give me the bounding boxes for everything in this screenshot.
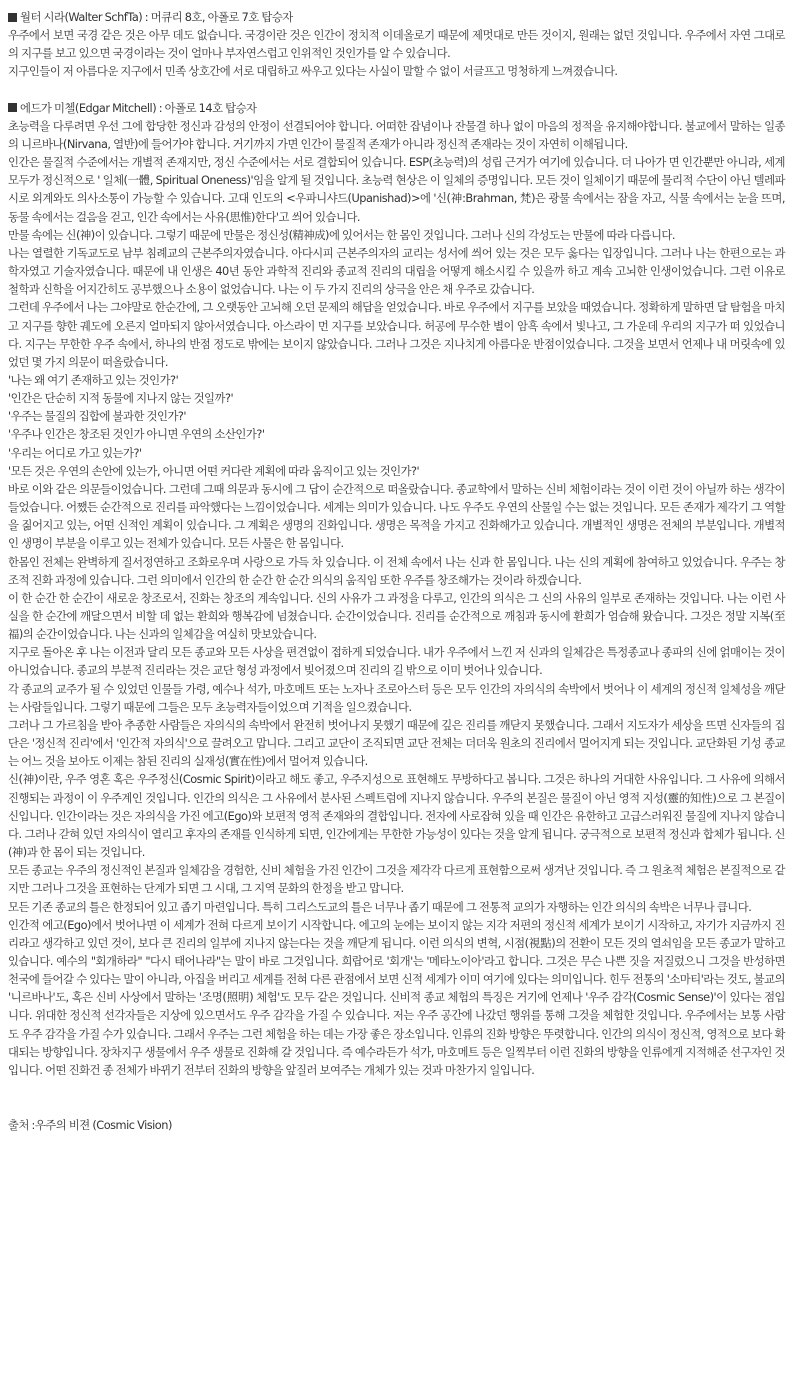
- paragraph: 그런데 우주에서 나는 그야말로 한순간에, 그 오랫동안 고뇌해 오던 문제의 해답을 얻었습니다. 바로 우주에서 지구를 보았을 때였습니다. 정확하게 말하면 달 탐험을 마치고 지구를 향한 궤도에 오른지 얼마되지 않아서였습니다. 아스라이 먼 지구를 보았습니다. 허공에 무수한 별이 암흑 속에서 빛나고, 그 가운데 우리의 지구가 떠 있었습니다. 지구는 무한한 우주 속에서, 하나의 반점 정도로 밖에는 보이지 않았습니다. 그러나 그것은 지나치게 아름다운 반점이었습니다. 그것을 보면서 언제나 내 머릿속에 있었던 몇 가지 의문이 떠올랐습니다.: [8, 300, 785, 369]
- section-heading: [8, 99, 785, 117]
- quote-line: '우리는 어디로 가고 있는가?': [8, 445, 142, 460]
- paragraph: 인간적 에고(Ego)에서 벗어나면 이 세계가 전혀 다르게 보이기 시작합니다. 에고의 눈에는 보이지 않는 지각 저편의 정신적 세계가 보이기 시작하고, 자기가 지금까지 진리라고 생각하고 있던 것이, 보다 큰 진리의 일부에 지나지 않는다는 것을 깨닫게 됩니다. 이런 의식의 변혁, 시점(視點)의 전환이 모든 것의 열쇠임을 모든 종교가 말하고 있습니다. 예수의 "회개하라" "다시 태어나라"는 말이 바로 그것입니다. 희랍어로 '회개'는 '메타노이아'라고 합니다. 그것은 무슨 나쁜 짓을 저질렀으니 그것을 반성하면 천국에 들어갈 수 있다는 말이 아니라, 아집을 버리고 세계를 전혀 다른 관점에서 보면 신적 세계가 이미 여기에 있다는 의미입니다. 힌두 전통의 '소마티'라는 것도, 불교의 '니르바나'도, 혹은 신비 사상에서 말하는 '조명(照明) 체험'도 모두 같은 것입니다. 신비적 종교 체험의 특징은 거기에 언제나 '우주 감각(Cosmic Sense)'이 있다는 점입니다. 위대한 정신적 선각자들은 지상에 있으면서도 우주 감각을 가질 수 있습니다. 저는 우주 공간에 나갔던 행위를 통해 그것을 체험한 것입니다. 우주에서는 보통 사람도 우주 감각을 가질 수가 있습니다. 그래서 우주는 그런 체험을 하는 데는 가장 좋은 장소입니다. 인류의 진화 방향은 뚜렷합니다. 인간의 의식이 정신적, 영적으로 보다 확대되는 방향입니다. 장차지구 생물에서 우주 생물로 진화해 갈 것입니다. 즉 예수라든가 석가, 마호메트 등은 일찍부터 이런 진화의 방향을 인류에게 지적해준 선구자인 것입니다. 어떤 진화건 종 전체가 바뀌기 전부터 진화의 방향을 앞질러 보여주는 개체가 있는 것과 마찬가지 일입니다.: [8, 917, 785, 1077]
- source-credit: 출처 :우주의 비젼 (Cosmic Vision): [8, 1118, 172, 1133]
- paragraph: 만물 속에는 신(神)이 있습니다. 그렇기 때문에 만물은 정신성(精神成)에 있어서는 한 몸인 것입니다. 그러나 신의 각성도는 만물에 따라 다릅니다.: [8, 227, 675, 242]
- quote-line: '모든 것은 우연의 손안에 있는가, 아니면 어떤 커다란 계획에 따라 움직이고 있는 것인가?': [8, 463, 420, 478]
- paragraph: 한몸인 전체는 완벽하게 질서정연하고 조화로우며 사랑으로 가득 차 있습니다. 이 전체 속에서 나는 신과 한 몸입니다. 나는 신의 계획에 참여하고 있었습니다. 우주는 창조적 진화 과정에 있습니다. 그런 의미에서 인간의 한 순간 한 순간 의식의 움직임 또한 우주를 창조해가는 것이라 하겠습니다.: [8, 554, 785, 587]
- square-bullet-icon: [8, 13, 17, 22]
- paragraph: 지구로 돌아온 후 나는 이전과 달리 모든 종교와 모든 사상을 편견없이 접하게 되었습니다. 내가 우주에서 느낀 저 신과의 일체감은 특정종교나 종파의 신에 얽매이는 것이 아니었습니다. 종교의 부분적 진리라는 것은 교단 형성 과정에서 빚어졌으며 진리의 길 밖으로 이미 벗어나 있습니다.: [8, 645, 785, 678]
- section-edgar: [8, 99, 785, 1079]
- quote-line: '나는 왜 여기 존재하고 있는 것인가?': [8, 372, 179, 387]
- paragraph: 이 한 순간 한 순간이 새로운 창조로서, 진화는 창조의 계속입니다. 신의 사유가 그 과정을 다루고, 인간의 의식은 그 신의 사유의 일부로 존재하는 것입니다. 나는 이런 사실을 한 순간에 깨달으면서 비할 데 없는 환희와 행복감에 넘쳤습니다. 순간이었습니다. 진리를 순간적으로 깨침과 동시에 환희가 엄습해 왔습니다. 그것은 정말 지복(至福)의 순간이었습니다. 나는 신과의 일체감을 여실히 맛보았습니다.: [8, 590, 785, 642]
- heading-text: 에드가 미첼(Edgar Mitchell) : 아폴로 14호 탑승자: [20, 100, 257, 115]
- paragraph: 인간은 물질적 수준에서는 개별적 존재지만, 정신 수준에서는 서로 결합되어 있습니다. ESP(초능력)의 성립 근거가 여기에 있습니다. 더 나아가 면 인간뿐만 아니라, 세계 모두가 정신적으로 ' 일체(一體, Spiritual Oneness)'임을 알게 될 것입니다. 초능력 현상은 이 일체의 증명입니다. 모든 것이 일체이기 때문에 물리적 수단이 아닌 텔레파시로 외계와도 의사소통이 가능할 수 있습니다. 고대 인도의 <우파니샤드(Upanishad)>에 '신(神:Brahman, 梵)은 광물 속에서는 잠을 자고, 식물 속에서는 눈을 뜨며, 동물 속에서는 걸음을 걷고, 인간 속에서는 사유(思惟)한다'고 씌어 있습니다.: [8, 155, 785, 224]
- square-bullet-icon: [8, 103, 17, 112]
- paragraph: 바로 이와 같은 의문들이었습니다. 그런데 그때 의문과 동시에 그 답이 순간적으로 떠올랐습니다. 종교학에서 말하는 신비 체험이라는 것이 이런 것이 아닐까 하는 생각이 들었습니다. 어쨌든 순간적으로 진리를 파악했다는 느낌이었습니다. 세계는 의미가 있습니다. 나도 우주도 우연의 산물일 수는 없는 것입니다. 모든 존재가 제각기 그 역할을 짊어지고 있는, 어떤 신적인 계획이 있습니다. 그 계획은 생명의 진화입니다. 생명은 목적을 가지고 진화해가고 있습니다. 개별적인 생명은 전체의 부분입니다. 개별적인 생명이 부분을 이루고 있는 전체가 있습니다. 모든 사물은 한 몸입니다.: [8, 481, 785, 551]
- paragraph: 신(神)이란, 우주 영혼 혹은 우주정신(Cosmic Spirit)이라고 해도 좋고, 우주지성으로 표현해도 무방하다고 봅니다. 그것은 하나의 거대한 사유입니다. 그 사유에 의해서 진행되는 과정이 이 우주계인 것입니다. 인간의 의식은 그 사유에서 분사된 스펙트럼에 지나지 않습니다. 우주의 본질은 물질이 아닌 영적 지성(靈的知性)으로 그 본질이 신입니다. 인간이라는 것은 자의식을 가진 에고(Ego)와 보편적 영적 존재와의 결합입니다. 전자에 사로잡혀 있을 때 인간은 유한하고 고급스러워진 물질에 지나지 않습니다. 그러나 갇혀 있던 자의식이 열리고 후자의 존재를 인식하게 되면, 인간에게는 무한한 가능성이 있다는 것을 알게 됩니다. 궁극적으로 보편적 정신과 합체가 됩니다. 신(神)과 한 몸이 되는 것입니다.: [8, 772, 785, 860]
- section-heading: [8, 8, 785, 26]
- quote-line: '우주나 인간은 창조된 것인가 아니면 우연의 소산인가?': [8, 427, 265, 442]
- paragraph: 초능력을 다루려면 우선 그에 합당한 정신과 감성의 안정이 선결되어야 합니다. 어떠한 잡념이나 잔물결 하나 없이 마음의 정적을 유지해야합니다. 불교에서 말하는 일종의 니르바나(Nirvana, 열반)에 들어가야 합니다. 거기까지 가면 인간이 물질적 존재가 아니라 정신적 존재라는 것이 자연히 이해됩니다.: [8, 118, 785, 151]
- paragraph: 각 종교의 교주가 될 수 있었던 인물들 가령, 예수나 석가, 마호메트 또는 노자나 조로아스터 등은 모두 인간의 자의식의 속박에서 벗어나 이 세계의 정신적 일체성을 깨닫는 사람들입니다. 그렇기 때문에 그들은 모두 초능력자들이었으며 기적을 일으켰습니다.: [8, 681, 785, 714]
- heading-text: 월터 시라(Walter SchfTa) : 머큐리 8호, 아폴로 7호 탑승자: [20, 10, 293, 24]
- paragraph: 나는 열렬한 기독교도로 남부 침례교의 근본주의자였습니다. 아다시피 근본주의자의 교리는 성서에 씌어 있는 것은 모두 옳다는 입장입니다. 그러나 나는 한편으로는 과학자였고 기술자였습니다. 때문에 내 인생은 40년 동안 과학적 진리와 종교적 진리의 대립을 어떻게 해소시킬 수 있을까 하고 계속 고뇌한 인생이었습니다. 그런 이유로 철학과 신학을 어지간히도 공부했으나 소용이 없었습니다. 나는 이 두 가지 진리의 상극을 안은 채 우주로 갔습니다.: [8, 245, 785, 297]
- paragraph: 지구인들이 저 아름다운 지구에서 민족 상호간에 서로 대립하고 싸우고 있다는 사실이 말할 수 없이 서글프고 멍청하게 느껴졌습니다.: [8, 64, 618, 79]
- paragraph: 모든 기존 종교의 틀은 한정되어 있고 좁기 마련입니다. 특히 그리스도교의 틀은 너무나 좁기 때문에 그 전통적 교의가 자행하는 인간 의식의 속박은 너무나 큽니다.: [8, 899, 752, 914]
- quote-line: '인간은 단순히 지적 동물에 지나지 않는 것일까?': [8, 391, 234, 406]
- paragraph: 그러나 그 가르침을 받아 추종한 사람들은 자의식의 속박에서 완전히 벗어나지 못했기 때문에 깊은 진리를 깨닫지 못했습니다. 그래서 지도자가 세상을 뜨면 신자들의 집단은 '정신적 진리'에서 '인간적 자의식'으로 끌려오고 맙니다. 그리고 교단이 조직되면 교단 전체는 더더욱 원초의 진리에서 멀어지게 되는 것입니다. 교단화된 기성 종교는 어느 것을 보아도 이제는 참된 진리의 실재성(實在性)에서 멀어져 있습니다.: [8, 717, 785, 769]
- paragraph: 모든 종교는 우주의 정신적인 본질과 일체감을 경험한, 신비 체험을 가진 인간이 그것을 제각각 다르게 표현함으로써 생겨난 것입니다. 즉 그 원초적 체험은 본질적으로 같지만 그러나 그것을 표현하는 단계가 되면 그 시대, 그 지역 문화의 한정을 받고 맙니다.: [8, 863, 785, 896]
- paragraph: 우주에서 보면 국경 같은 것은 아무 데도 없습니다. 국경이란 것은 인간이 정치적 이데올로기 때문에 제멋대로 만든 것이지, 원래는 없던 것입니다. 우주에서 자연 그대로의 지구를 보고 있으면 국경이라는 것이 얼마나 부자연스럽고 인위적인 것인가를 알 수 있습니다.: [8, 28, 785, 61]
- quote-line: '우주는 물질의 집합에 불과한 것인가?': [8, 409, 187, 424]
- section-walter: [8, 8, 785, 81]
